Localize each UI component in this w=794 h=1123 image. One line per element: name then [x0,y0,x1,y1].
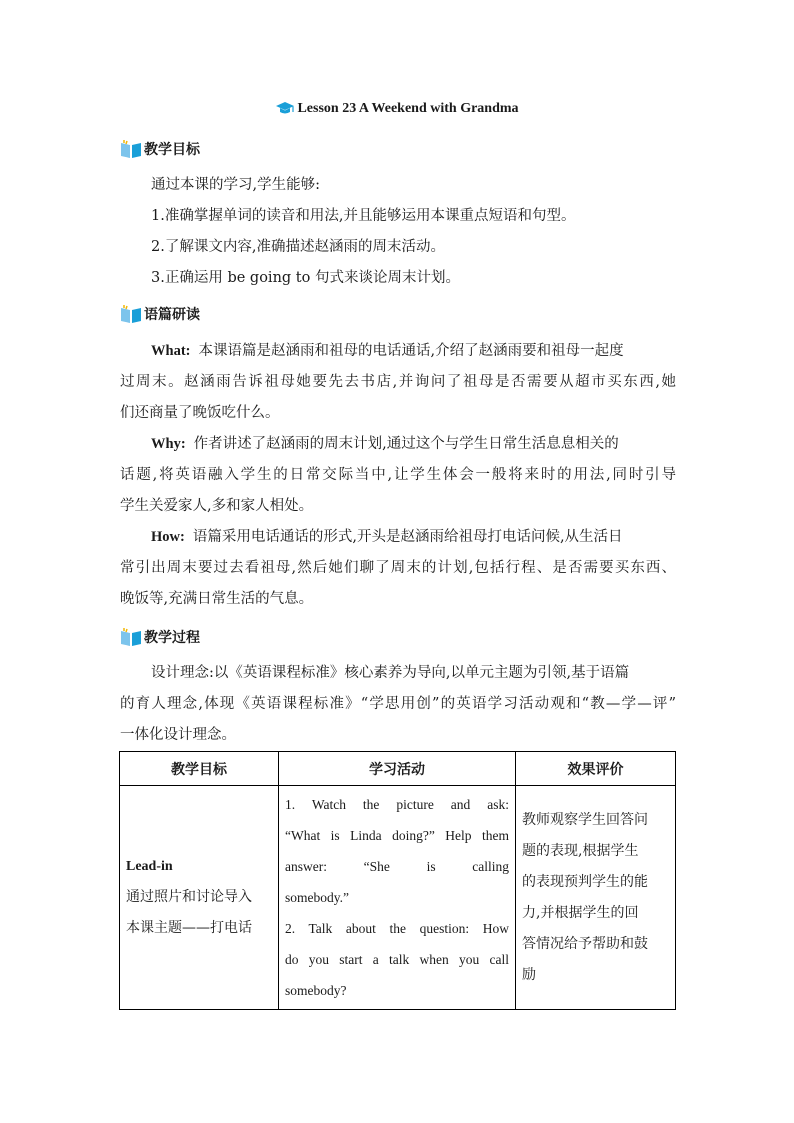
evaluation-text: 答情况给予帮助和鼓 [522,935,648,952]
why-text: 学生关爱家人,多和家人相处。 [120,498,314,514]
concept-text: 一体化设计理念。 [120,727,236,743]
how-label: How: [151,529,185,545]
goal-cell [120,786,279,1010]
what-text: 过周末。赵涵雨告诉祖母她要先去书店,并询问了祖母是否需要从超市买东西,她 [120,374,676,390]
objectives-list [120,170,676,294]
activity-text: somebody.” [285,890,349,905]
what-label: What: [151,343,191,359]
why-text: 话题,将英语融入学生的日常交际当中,让学生体会一般将来时的用法,同时引导 [120,467,676,483]
table-row [120,786,676,1010]
section-heading-reading [120,302,200,326]
activity-text: 2. Talk about the question: How [285,921,509,936]
why-line [120,429,676,460]
evaluation-text: 教师观察学生回答问 [522,811,648,828]
column-header: 教学目标 [120,752,279,786]
how-text: 晚饭等,充满日常生活的气息。 [120,591,314,607]
how-text: 语篇采用电话通话的形式,开头是赵涵雨给祖母打电话问候,从生活日 [192,529,623,545]
reading-heading-text: 语篇研读 [144,307,200,323]
evaluation-text: 的表现预判学生的能 [522,873,648,890]
column-header: 学习活动 [279,752,516,786]
why-text: 作者讲述了赵涵雨的周末计划,通过这个与学生日常生活息息相关的 [193,436,619,452]
concept-text: 设计理念:以《英语课程标准》核心素养为导向,以单元主题为引领,基于语篇 [151,665,630,681]
table-header-row [120,752,676,786]
activity-text: somebody? [285,983,347,998]
column-header: 效果评价 [516,752,676,786]
graduation-cap-icon [275,101,295,117]
how-text: 常引出周末要过去看祖母,然后她们聊了周末的计划,包括行程、是否需要买东西、 [120,560,676,576]
goal-text: 通过照片和讨论导入 [126,889,252,905]
goal-text: 本课主题——打电话 [126,920,252,936]
lesson-title-text: Lesson 23 A Weekend with Grandma [297,101,519,116]
process-heading-text: 教学过程 [144,630,200,646]
design-concept [120,658,676,751]
reading-analysis [120,336,676,615]
lesson-title [0,101,794,117]
evaluation-text: 题的表现,根据学生 [522,842,639,859]
section-heading-process [120,625,200,649]
objectives-intro: 通过本课的学习,学生能够: [151,177,320,193]
evaluation-cell [516,786,676,1010]
evaluation-text: 力,并根据学生的回 [522,904,639,921]
section-heading-objectives [120,137,200,161]
teaching-process-table [119,751,676,1010]
objectives-heading-text: 教学目标 [144,142,200,158]
why-label: Why: [151,436,186,452]
activity-text: answer: “She is calling [285,859,509,874]
activity-text: do you start a talk when you call [285,952,509,967]
goal-label: Lead-in [126,859,173,874]
activity-text: “What is Linda doing?” Help them [285,828,509,843]
open-book-icon [120,627,142,647]
objective-item: 1.准确掌握单词的读音和用法,并且能够运用本课重点短语和句型。 [151,208,576,224]
what-line [120,336,676,367]
open-book-icon [120,304,142,324]
objective-item: 2.了解课文内容,准确描述赵涵雨的周末活动。 [151,239,445,255]
what-text: 们还商量了晚饭吃什么。 [120,405,280,421]
evaluation-text: 励 [522,966,536,983]
objective-item: 3.正确运用 be going to 句式来谈论周末计划。 [151,270,460,286]
open-book-icon [120,139,142,159]
concept-text: 的育人理念,体现《英语课程标准》“学思用创”的英语学习活动观和“教—学—评” [120,696,676,712]
how-line [120,522,676,553]
activity-text: 1. Watch the picture and ask: [285,797,509,812]
what-text: 本课语篇是赵涵雨和祖母的电话通话,介绍了赵涵雨要和祖母一起度 [198,343,624,359]
activity-cell [279,786,516,1010]
